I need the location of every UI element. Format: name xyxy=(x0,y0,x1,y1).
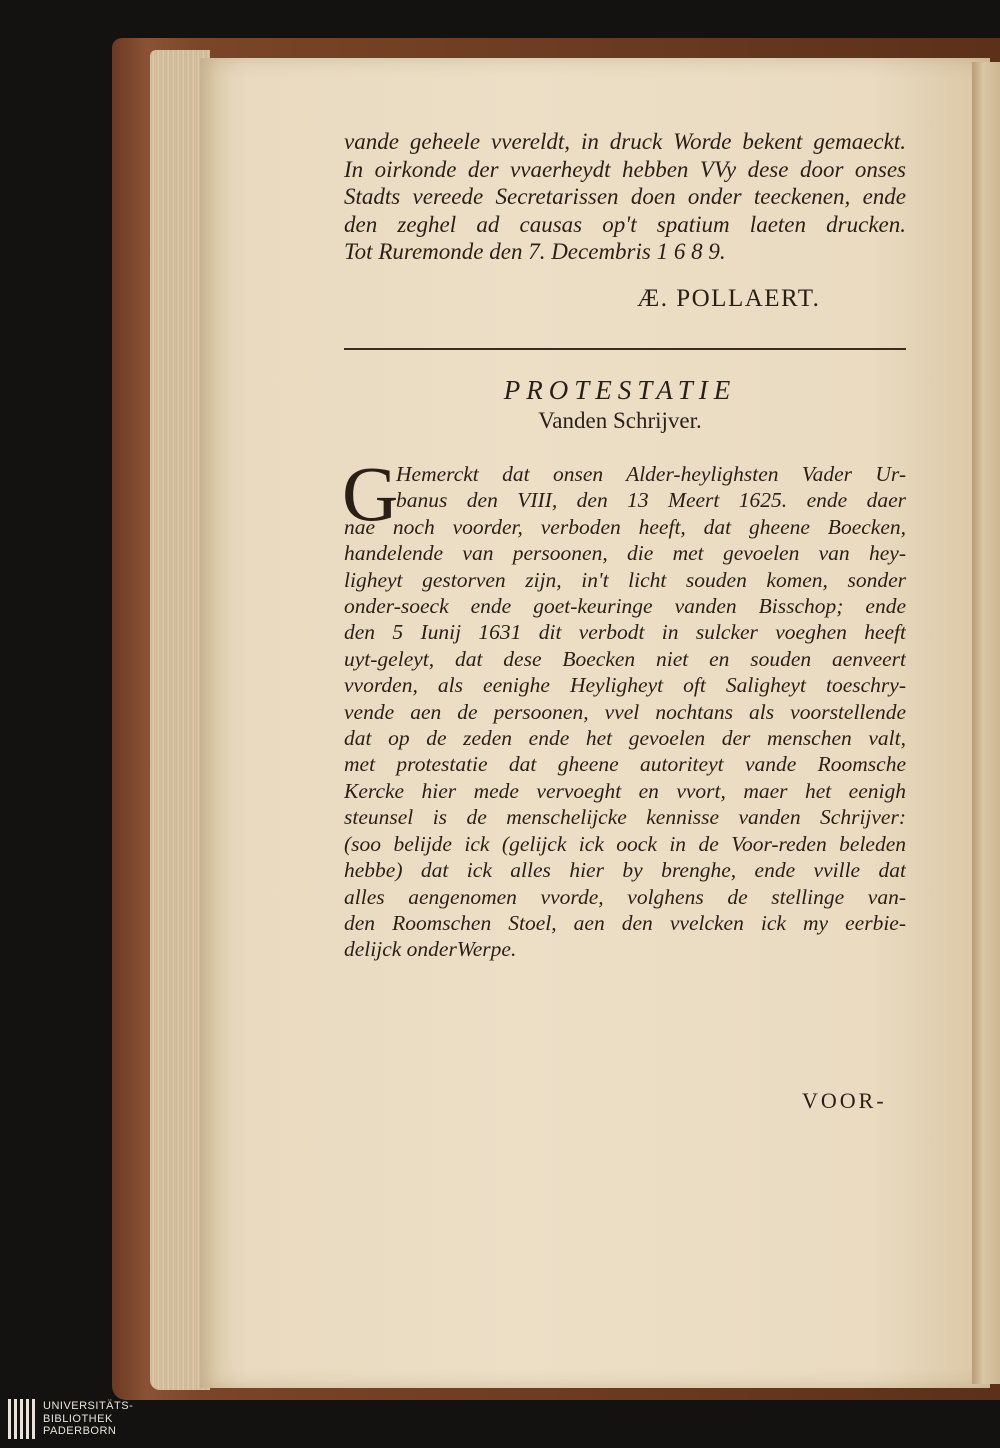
section-subtitle: Vanden Schrijver. xyxy=(538,408,702,433)
text-line: nae noch voorder, verboden heeft, dat gheene Boecken, xyxy=(344,514,906,539)
text-line: vvorden, als eenighe Heyligheyt oft Saligheyt toeschry- xyxy=(344,673,906,698)
text-line: handelende van persoonen, die met gevoelen van hey- xyxy=(344,541,906,566)
text-line: Stadts vereede Secretarissen doen onder teeckenen, ende xyxy=(344,184,906,209)
text-line: Kercke hier mede vervoeght en vvort, maer het eenigh xyxy=(344,778,906,803)
text-line: (soo belijde ick (gelijck ick oock in de Voor-reden beleden xyxy=(344,831,906,856)
text-line: ligheyt gestorven zijn, in't licht souden komen, sonder xyxy=(344,567,906,592)
library-logo xyxy=(8,1398,133,1440)
text-line: Hemerckt dat onsen Alder-heylighsten Vader Ur- xyxy=(396,462,906,486)
section-title: PROTESTATIE xyxy=(503,375,737,405)
opposite-page-edge xyxy=(972,62,1000,1384)
text-line: vende aen de persoonen, vvel nochtans als voorstellende xyxy=(344,699,906,724)
protestatie-paragraph xyxy=(344,461,906,963)
text-line: Tot Ruremonde den 7. Decembris 1 6 8 9. xyxy=(344,239,726,264)
text-line: den zeghel ad causas op't spatium laeten drucken. xyxy=(344,211,906,237)
text-line: den 5 Iunij 1631 dit verbodt in sulcker voeghen heeft xyxy=(344,620,906,645)
catchword: VOOR- xyxy=(802,1088,887,1113)
closing-text-block xyxy=(344,128,906,266)
text-line: In oirkonde der vvaerheydt hebben VVy dese door onses xyxy=(344,156,906,182)
text-line: hebbe) dat ick alles hier by brenghe, ende vville dat xyxy=(344,858,906,883)
text-line: onder-soeck ende goet-keuringe vanden Bisschop; ende xyxy=(344,594,906,619)
logo-line: UNIVERSITÄTS- xyxy=(43,1400,134,1413)
text-line: dat op de zeden ende het gevoelen der menschen valt, xyxy=(344,726,906,751)
text-line: vande geheele vvereldt, in druck Worde bekent gemaeckt. xyxy=(344,129,906,154)
section-divider xyxy=(344,348,906,350)
drop-cap: G xyxy=(342,450,399,537)
text-line: banus den VIII, den 13 Meert 1625. ende daer xyxy=(396,488,906,513)
logo-line: PADERBORN xyxy=(43,1425,117,1438)
text-line: den Roomschen Stoel, aen den vvelcken ick my eerbie- xyxy=(344,910,906,935)
text-line: delijck onderWerpe. xyxy=(344,937,517,962)
text-line: uyt-geleyt, dat dese Boecken niet en souden aenveert xyxy=(344,646,906,671)
text-line: met protestatie dat gheene autoriteyt vande Roomsche xyxy=(344,752,906,777)
text-line: alles aengenomen vvorde, volghens de stellinge van- xyxy=(344,884,906,909)
text-line: steunsel is de menschelijcke kennisse vanden Schrijver: xyxy=(344,805,906,830)
logo-bars-icon xyxy=(8,1399,35,1439)
signature: Æ. POLLAERT. xyxy=(637,285,821,312)
logo-line: BIBLIOTHEK xyxy=(43,1412,113,1425)
